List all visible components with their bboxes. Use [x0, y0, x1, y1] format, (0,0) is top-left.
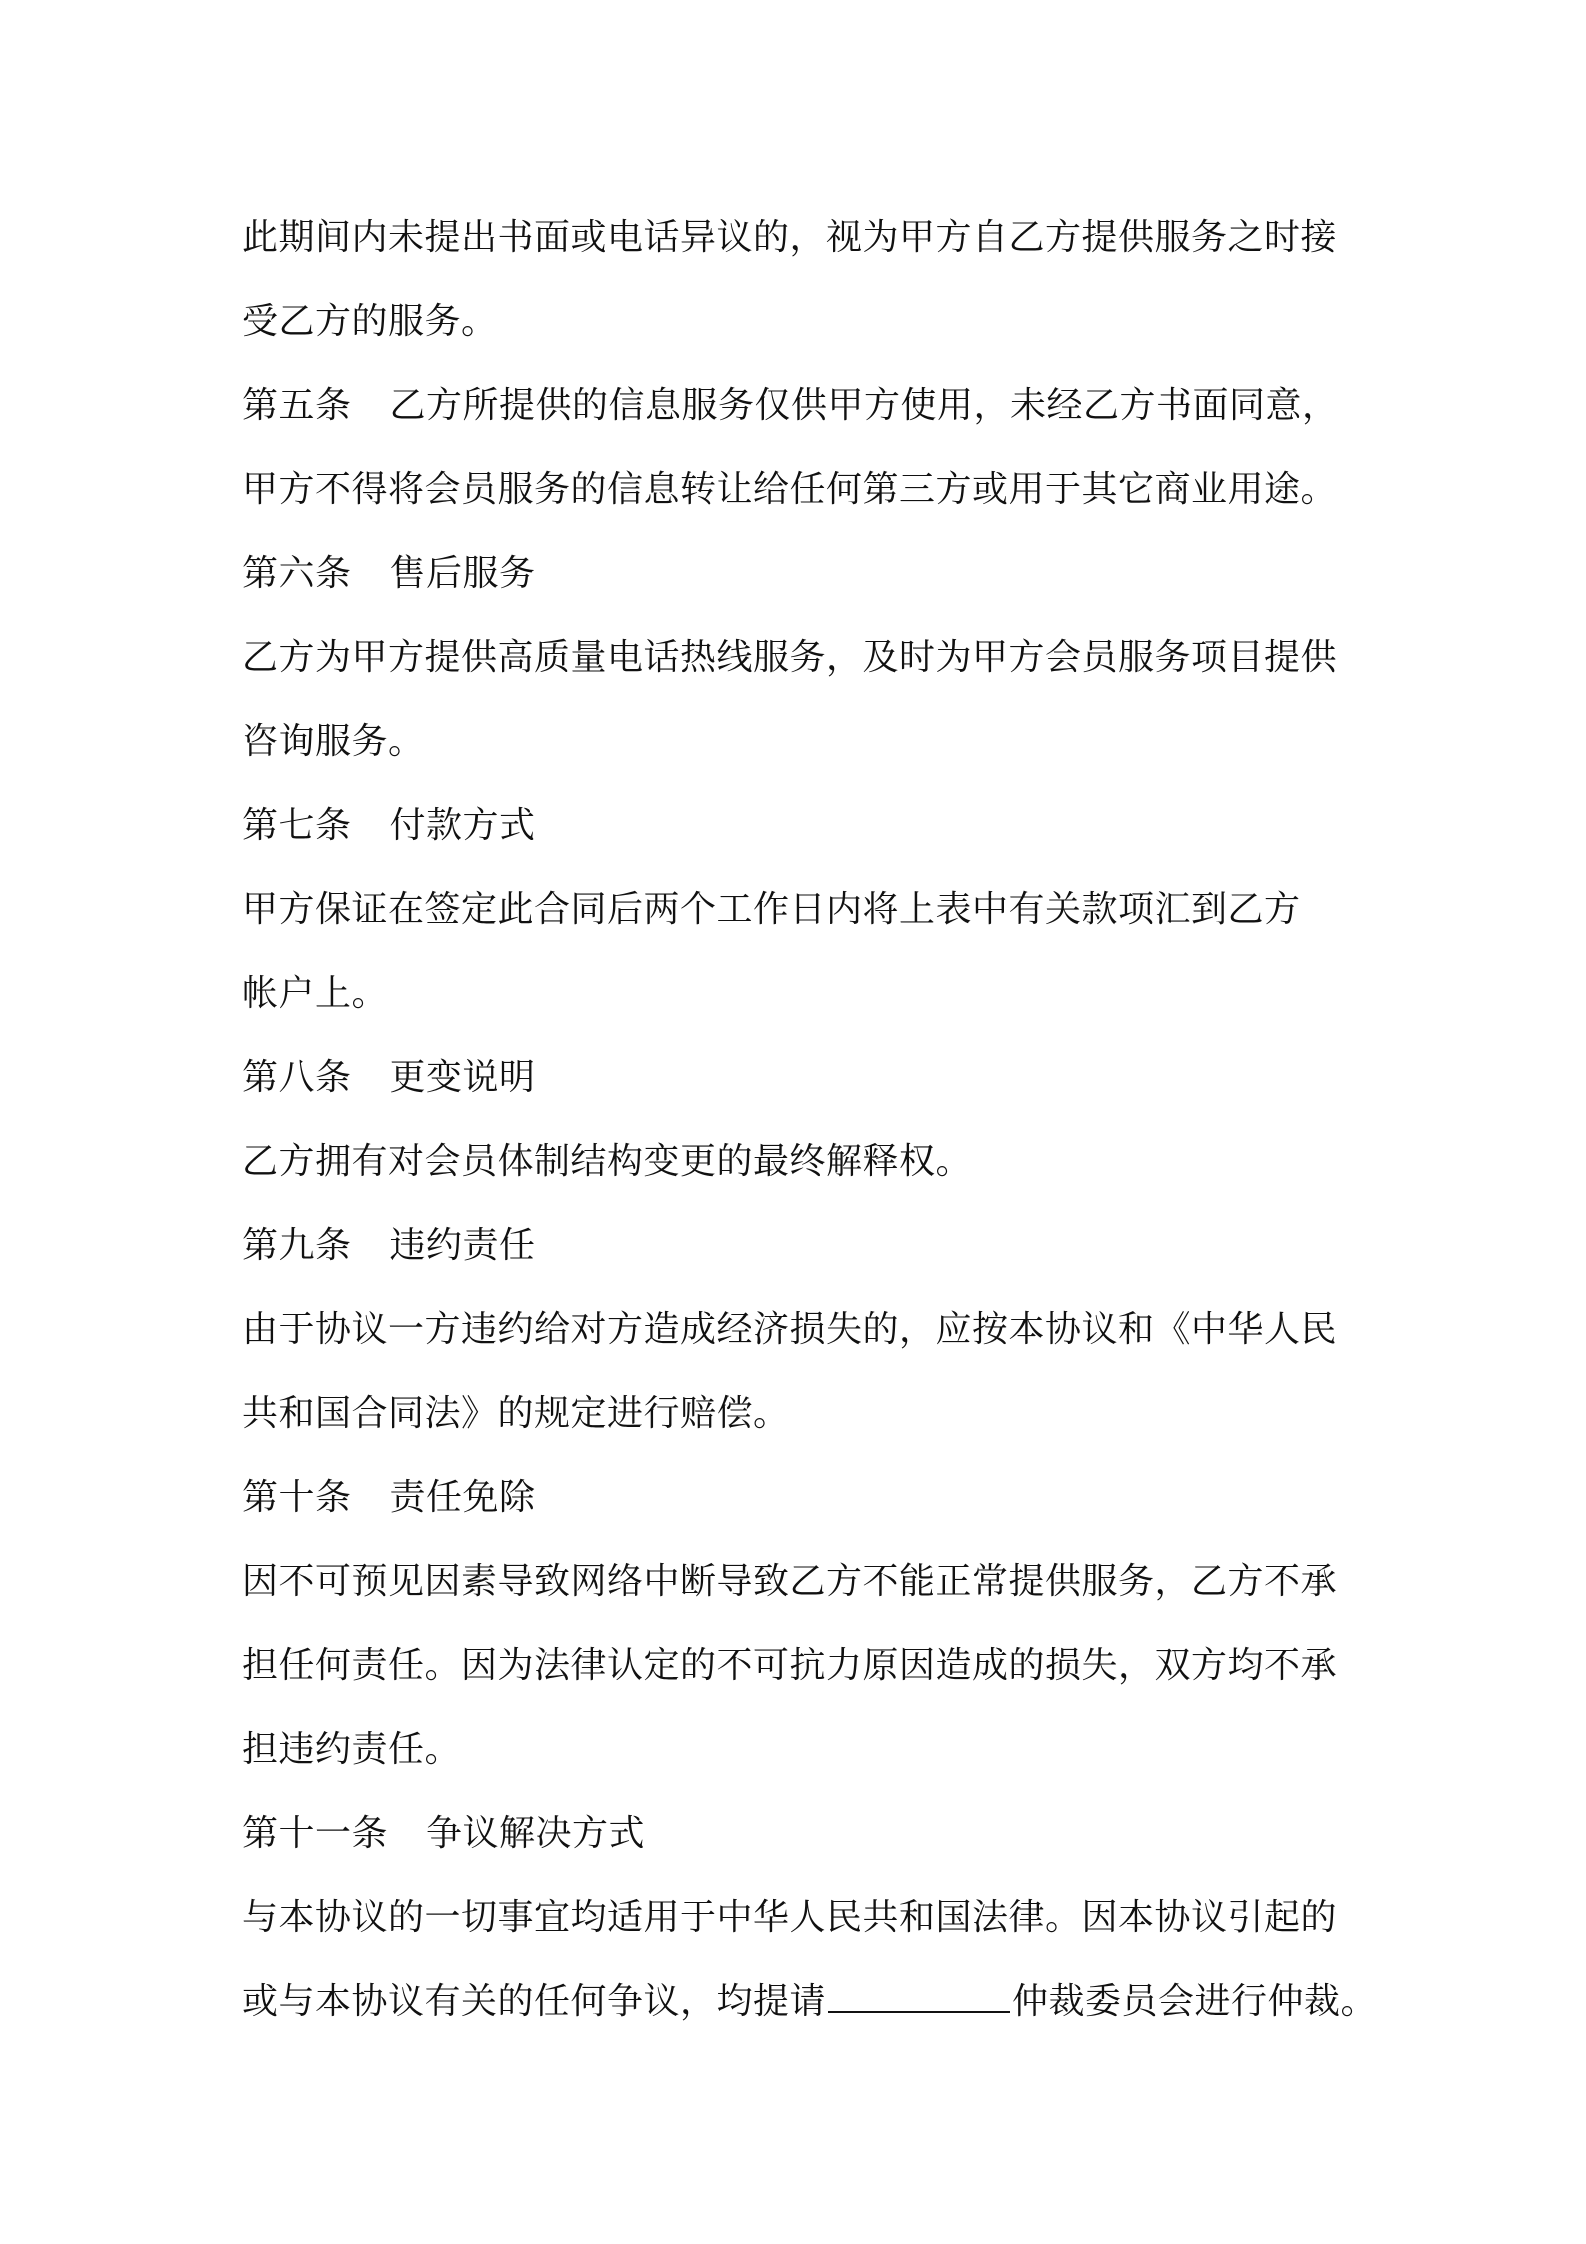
text-line: 因不可预见因素导致网络中断导致乙方不能正常提供服务，乙方不承: [242, 1561, 1338, 1602]
text-line: 与本协议的一切事宜均适用于中华人民共和国法律。因本协议引起的: [242, 1897, 1338, 1938]
article-9-body: [242, 1288, 1372, 1456]
text-line: 咨询服务。: [242, 721, 425, 762]
paragraph-continuation: [242, 196, 1372, 364]
document-body: [242, 196, 1378, 2044]
article-11-heading: [242, 1792, 1372, 1876]
article-6-heading: [242, 532, 1372, 616]
article-10-heading: [242, 1456, 1372, 1540]
article-11-body: [242, 1876, 1378, 2044]
fill-in-blank: [828, 1977, 1010, 2013]
article-title: 售后服务: [389, 553, 536, 594]
article-6-body: [242, 616, 1372, 784]
text-line-with-blank: [242, 1960, 1378, 2044]
text-line: 甲方不得将会员服务的信息转让给任何第三方或用于其它商业用途。: [242, 469, 1338, 510]
text-line: 担任何责任。因为法律认定的不可抗力原因造成的损失，双方均不承: [242, 1645, 1338, 1686]
article-title: 乙方所提供的信息服务仅供甲方使用，未经乙方书面同意，: [389, 385, 1339, 426]
article-title: 违约责任: [389, 1225, 536, 1266]
article-title: 责任免除: [389, 1477, 536, 1518]
article-title: 争议解决方式: [426, 1813, 646, 1854]
article-title: 更变说明: [389, 1057, 536, 1098]
article-7-heading: [242, 784, 1372, 868]
text-line: 担违约责任。: [242, 1729, 462, 1770]
article-5: [242, 364, 1372, 532]
text-line: 由于协议一方违约给对方造成经济损失的，应按本协议和《中华人民: [242, 1309, 1338, 1350]
article-number: 第六条: [242, 553, 352, 594]
article-7-body: [242, 868, 1372, 1036]
text-line: 此期间内未提出书面或电话异议的，视为甲方自乙方提供服务之时接: [242, 217, 1338, 258]
text-line: 乙方为甲方提供高质量电话热线服务，及时为甲方会员服务项目提供: [242, 637, 1338, 678]
article-8-body: [242, 1120, 1372, 1204]
article-number: 第十一条: [242, 1813, 389, 1854]
text-before-blank: 或与本协议有关的任何争议，均提请: [242, 1981, 827, 2022]
article-number: 第八条: [242, 1057, 352, 1098]
article-9-heading: [242, 1204, 1372, 1288]
article-number: 第九条: [242, 1225, 352, 1266]
article-heading: [242, 364, 1372, 448]
text-line: 受乙方的服务。: [242, 301, 498, 342]
text-line: 帐户上。: [242, 973, 389, 1014]
article-number: 第七条: [242, 805, 352, 846]
article-8-heading: [242, 1036, 1372, 1120]
text-line: 共和国合同法》的规定进行赔偿。: [242, 1393, 790, 1434]
article-number: 第十条: [242, 1477, 352, 1518]
text-line: 甲方保证在签定此合同后两个工作日内将上表中有关款项汇到乙方: [242, 889, 1301, 930]
article-10-body: [242, 1540, 1372, 1792]
text-after-blank: 仲裁委员会进行仲裁。: [1012, 1981, 1378, 2022]
article-title: 付款方式: [389, 805, 536, 846]
article-number: 第五条: [242, 385, 352, 426]
text-line: 乙方拥有对会员体制结构变更的最终解释权。: [242, 1141, 973, 1182]
